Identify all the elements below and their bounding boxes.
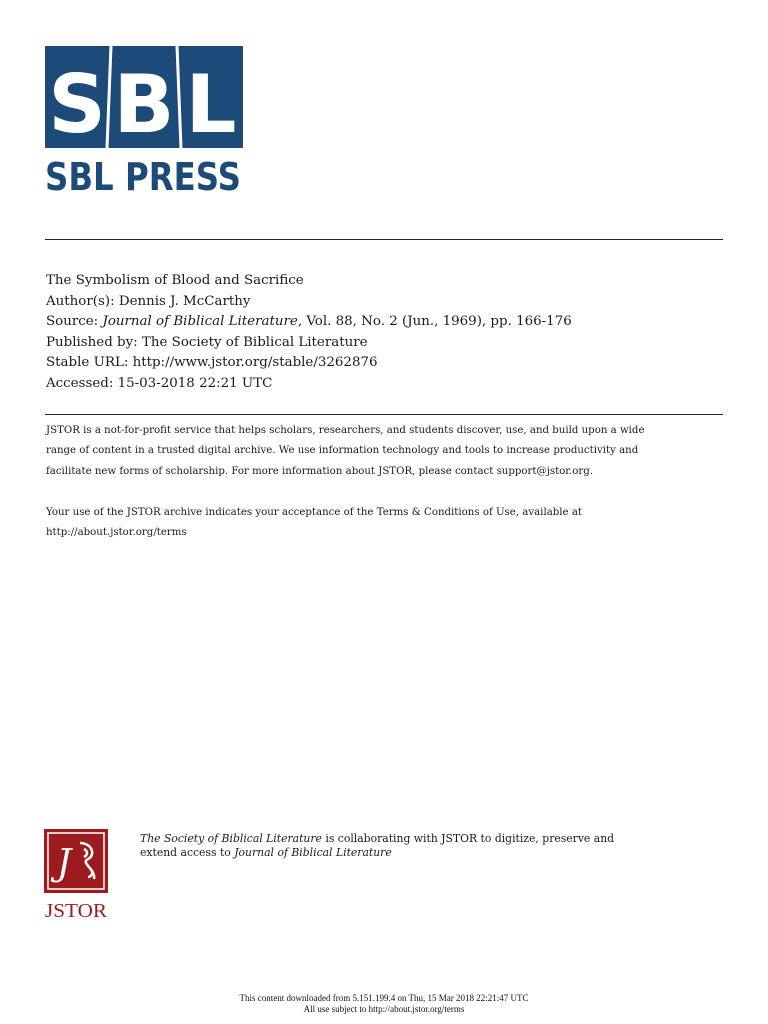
article-source — [46, 312, 572, 333]
article-publisher: Published by: The Society of Biblical Literature — [46, 334, 368, 350]
terms-line: Your use of the JSTOR archive indicates your acceptance of the Terms & Conditions of Use, available at — [46, 507, 582, 518]
collab-society: The Society of Biblical Literature — [140, 832, 322, 845]
middle-divider — [45, 414, 723, 415]
accessed-date: Accessed: 15-03-2018 22:21 UTC — [46, 375, 273, 391]
footer-line: All use subject to http://about.jstor.org/terms — [303, 1003, 465, 1014]
jstor-wordmark: JSTOR — [45, 900, 108, 922]
collab-line-1 — [140, 832, 700, 846]
sbl-letter-l: L — [185, 58, 237, 151]
jstor-logo — [44, 829, 108, 921]
source-details: , Vol. 88, No. 2 (Jun., 1969), pp. 166-176 — [297, 314, 572, 330]
source-prefix: Source: — [46, 314, 103, 330]
stable-url[interactable]: Stable URL: http://www.jstor.org/stable/3262876 — [46, 355, 378, 371]
collab-text: is collaborating with JSTOR to digitize, preserve and — [321, 832, 615, 845]
top-divider — [45, 239, 723, 240]
sbl-press-logo — [45, 46, 243, 199]
collab-prefix: extend access to — [140, 846, 235, 859]
collab-journal: Journal of Biblical Literature — [234, 846, 392, 859]
collab-line-2 — [140, 846, 700, 860]
article-metadata — [46, 271, 572, 395]
footer-line: This content downloaded from 5.151.199.4 on Thu, 15 Mar 2018 22:21:47 UTC — [239, 993, 529, 1003]
notice-line: range of content in a trusted digital archive. We use information technology and tools to increase productivity and — [46, 445, 639, 457]
download-footer — [0, 993, 768, 1014]
sbl-press-wordmark: SBL PRESS — [45, 155, 241, 199]
terms-link[interactable]: http://about.jstor.org/terms — [46, 527, 187, 539]
notice-line: facilitate new forms of scholarship. For more information about JSTOR, please contact support@jstor.org. — [46, 465, 594, 477]
jstor-logo-j: J — [56, 843, 72, 884]
sbl-letter-s: S — [48, 58, 106, 151]
jstor-notice — [46, 421, 726, 482]
collaboration-statement — [140, 832, 700, 860]
notice-line: JSTOR is a not-for-profit service that helps scholars, researchers, and students discover, use, and build upon a wide — [46, 425, 645, 436]
sbl-letter-b: B — [113, 58, 175, 151]
terms-notice — [46, 503, 726, 544]
article-author: Author(s): Dennis J. McCarthy — [46, 293, 251, 309]
jstor-logo-block — [44, 829, 108, 893]
article-title: The Symbolism of Blood and Sacrifice — [46, 273, 304, 288]
source-journal: Journal of Biblical Literature — [102, 314, 298, 330]
